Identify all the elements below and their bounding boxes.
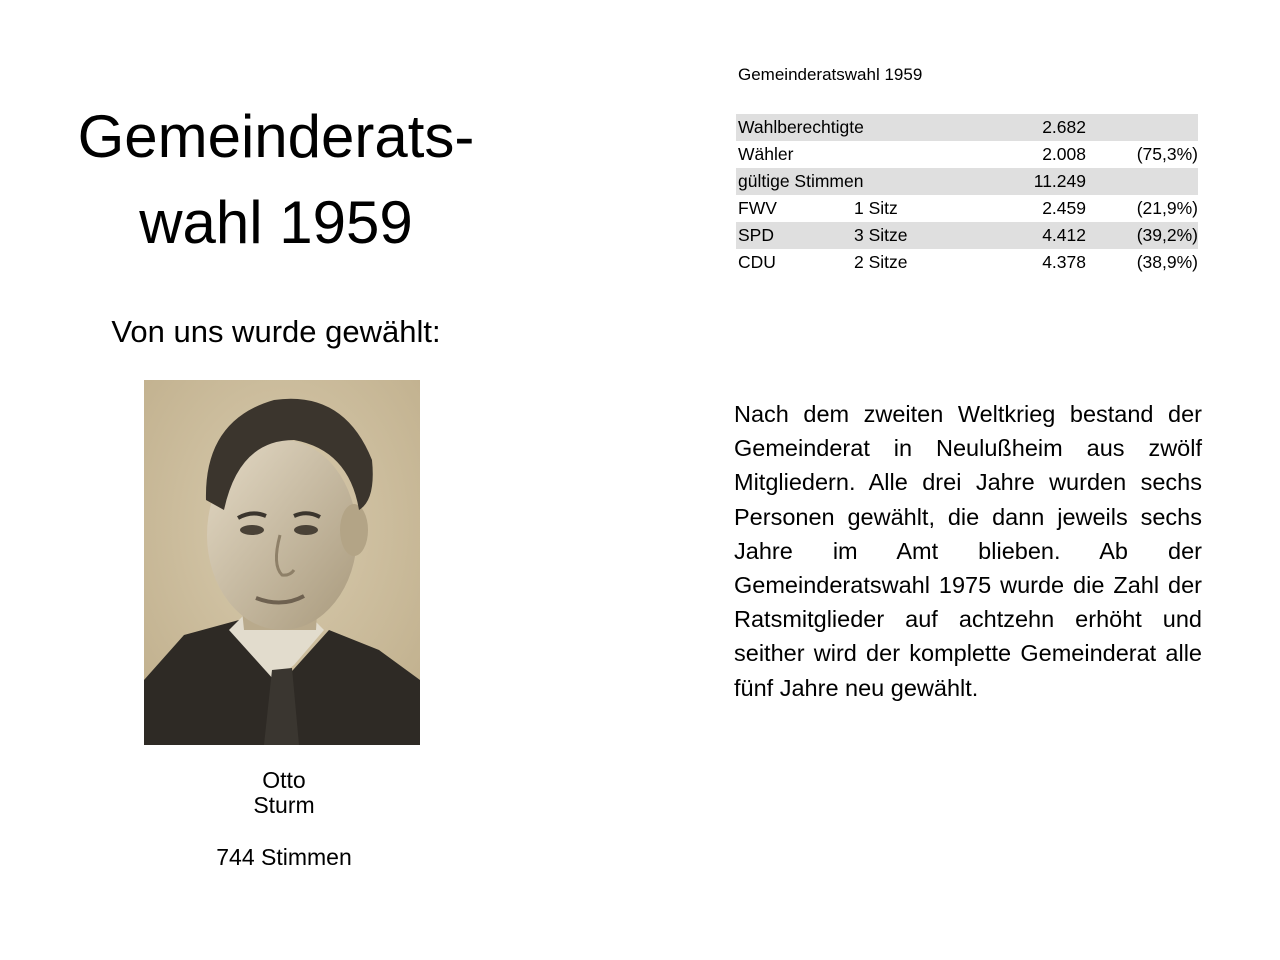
row-label: CDU	[738, 252, 776, 272]
candidate-votes: 744 Stimmen	[216, 844, 352, 870]
row-label: gültige Stimmen	[736, 168, 964, 195]
row-seats: 3 Sitze	[852, 222, 964, 249]
candidate-first-name: Otto	[262, 767, 306, 793]
row-label: Wahlberechtigte	[736, 114, 964, 141]
results-row-voters	[736, 141, 1198, 168]
candidate-last-name: Sturm	[253, 792, 315, 818]
history-paragraph: Nach dem zweiten Weltkrieg bestand der Gemeinderat in Neulußheim aus zwölf Mitgliedern. Alle drei Jahre wurden sechs Personen gewählt, die dann jeweils sechs Jahre im Amt blieben. Ab der Gemeinderatswahl 1975 wurde die Zahl der Ratsmitglieder auf achtzehn erhöht und seither wird der komplette Gemeinderat alle fünf Jahre neu gewählt.	[734, 401, 1202, 701]
portrait-photo-graphic	[144, 380, 420, 745]
results-table	[736, 114, 1198, 276]
results-row-valid-votes	[736, 168, 1198, 195]
row-percent: (21,9%)	[1136, 198, 1198, 218]
candidate-name	[144, 768, 424, 818]
row-value: 2.008	[1042, 144, 1086, 164]
row-percent: (38,9%)	[1136, 252, 1198, 272]
page-title-line-2: wahl 1959	[139, 189, 413, 256]
results-row-fwv	[736, 195, 1198, 222]
row-percent: (39,2%)	[1086, 222, 1198, 249]
results-table-title: Gemeinderatswahl 1959	[738, 65, 923, 84]
row-percent: (75,3%)	[1136, 144, 1198, 164]
row-value: 4.412	[964, 222, 1086, 249]
row-percent	[1086, 168, 1198, 195]
page-title	[40, 94, 512, 266]
row-label: FWV	[738, 198, 777, 218]
row-label: SPD	[736, 222, 852, 249]
row-label: Wähler	[738, 144, 794, 164]
results-row-spd	[736, 222, 1198, 249]
row-value: 4.378	[1042, 252, 1086, 272]
row-value: 2.459	[1042, 198, 1086, 218]
results-row-cdu	[736, 249, 1198, 276]
page-title-line-1: Gemeinderats-	[77, 103, 475, 170]
row-seats: 1 Sitz	[854, 198, 898, 218]
results-row-eligible-voters	[736, 114, 1198, 141]
row-value: 11.249	[964, 168, 1086, 195]
candidate-portrait	[144, 380, 420, 745]
row-percent	[1086, 114, 1198, 141]
row-seats: 2 Sitze	[854, 252, 908, 272]
elected-subheading: Von uns wurde gewählt:	[111, 314, 441, 349]
row-value: 2.682	[964, 114, 1086, 141]
